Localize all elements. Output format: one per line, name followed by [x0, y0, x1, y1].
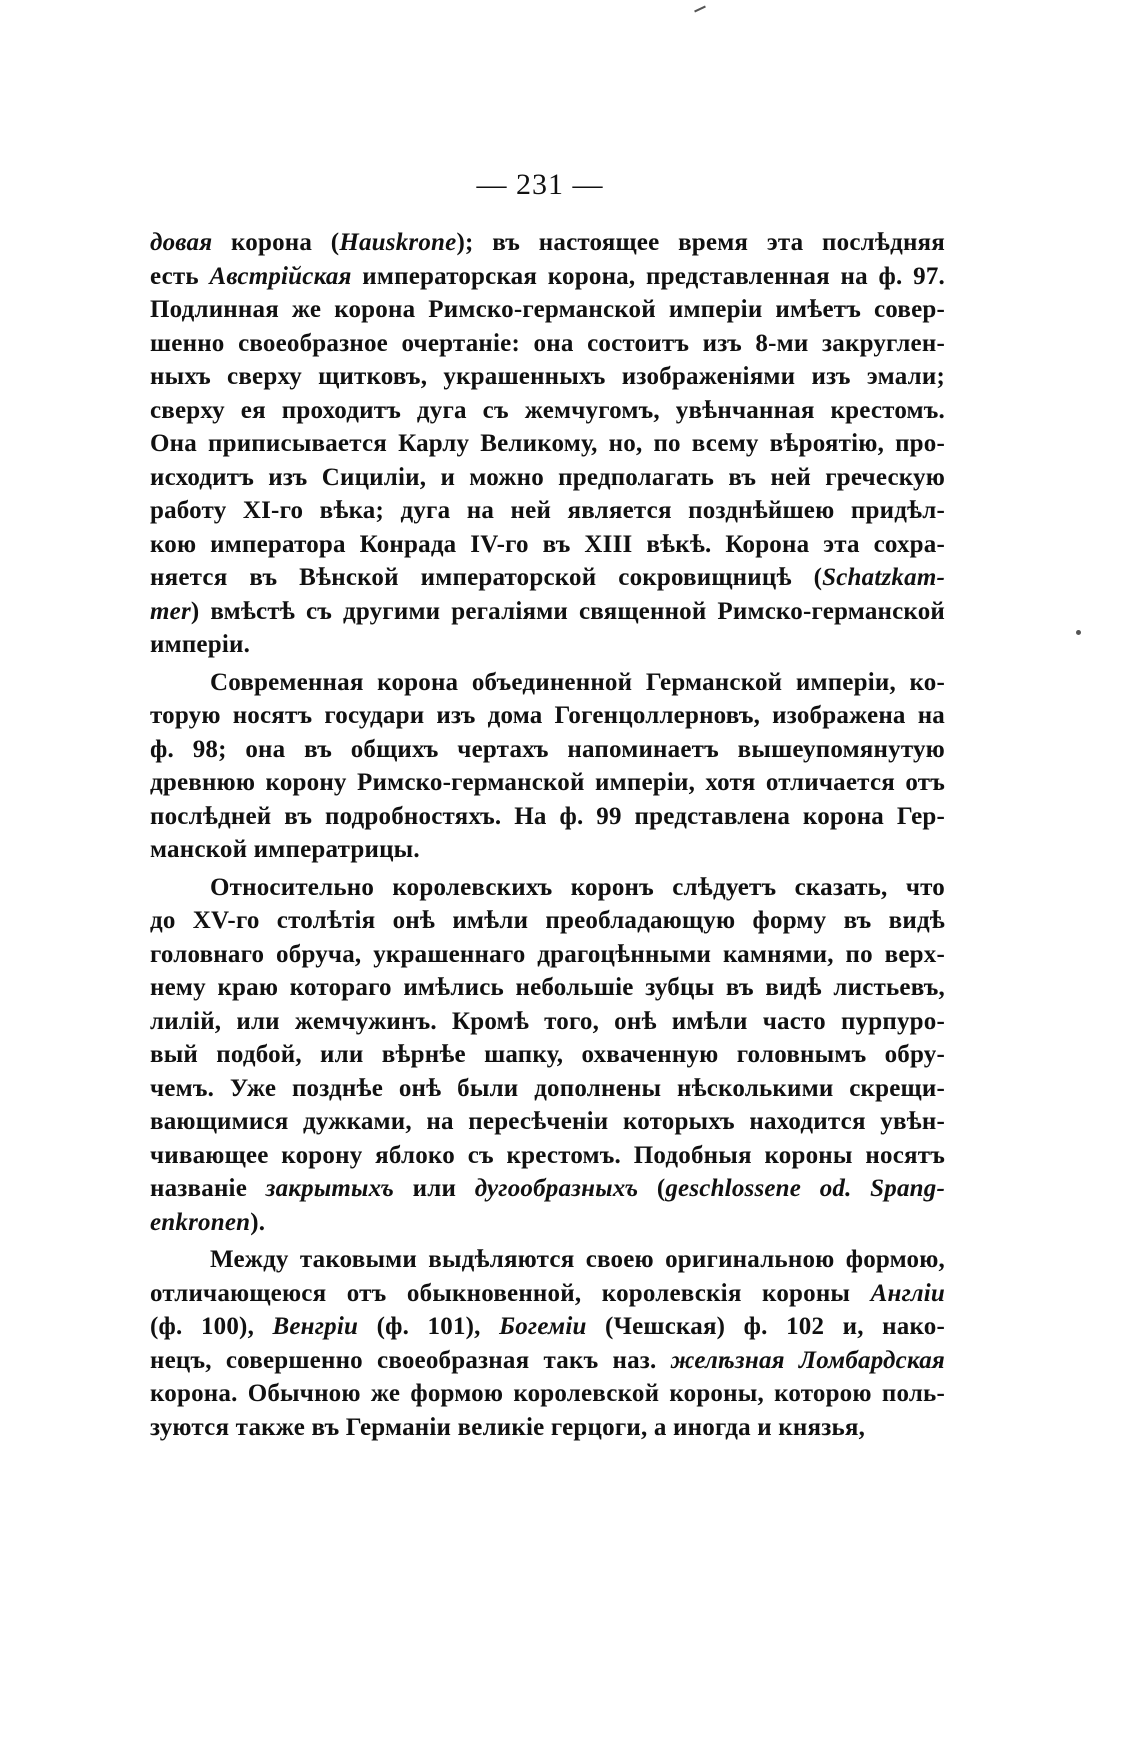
text-run: торую носятъ государи изъ дома Гогенцоллерновъ, изображена на	[150, 702, 945, 729]
text-run: названіе	[150, 1175, 266, 1202]
text-line	[150, 1277, 945, 1311]
italic-term: Hauskrone	[339, 229, 457, 256]
page-number: — 231 —	[476, 168, 604, 201]
text-run: няется въ Вѣнской императорской сокровищницѣ (	[150, 564, 823, 591]
text-run: корона (	[212, 229, 340, 256]
text-line	[150, 226, 945, 260]
text-run: манской императрицы.	[150, 836, 420, 863]
text-run: до XV-го столѣтія онѣ имѣли преобладающую форму въ видѣ	[150, 907, 945, 934]
text-line	[150, 1243, 945, 1277]
paragraph	[150, 226, 945, 662]
italic-term: довая	[150, 229, 213, 256]
italic-term: Англіи	[870, 1279, 945, 1307]
italic-term: Австрійская	[209, 262, 352, 290]
text-line	[150, 666, 945, 700]
italic-term: geschlossene od. Spang-	[665, 1175, 945, 1202]
text-line	[150, 427, 945, 461]
text-run: Между таковыми выдѣляются своею оригинальною формою,	[210, 1246, 945, 1273]
text-line	[150, 938, 945, 972]
italic-term: Schatzkam-	[822, 564, 945, 591]
text-run: имперіи.	[150, 631, 251, 658]
text-line	[150, 833, 945, 867]
italic-term: закрытыхъ	[265, 1175, 395, 1202]
text-line	[150, 871, 945, 905]
text-line	[150, 733, 945, 767]
paragraph	[150, 871, 945, 1240]
text-line	[150, 1139, 945, 1173]
text-line	[150, 360, 945, 394]
italic-term: enkronen	[150, 1208, 251, 1236]
text-run: чивающее корону яблоко съ крестомъ. Подобныя короны носятъ	[150, 1141, 945, 1169]
text-line	[150, 595, 945, 629]
text-line	[150, 904, 945, 938]
text-run: Подлинная же корона Римско-германской имперіи имѣетъ совер-	[150, 296, 945, 323]
text-run: ); въ настоящее время эта послѣдняя	[456, 229, 945, 256]
text-line	[150, 528, 945, 562]
text-line	[150, 1344, 945, 1378]
text-line	[150, 1072, 945, 1106]
italic-term: Венгріи	[272, 1313, 359, 1340]
text-line	[150, 494, 945, 528]
paragraph	[150, 666, 945, 867]
text-line	[150, 1206, 945, 1240]
text-run: Современная корона объединенной Германской имперіи, ко-	[210, 668, 945, 696]
text-run: работу XI-го вѣка; дуга на ней является позднѣйшею придѣл-	[150, 497, 945, 524]
text-run: исходитъ изъ Сициліи, и можно предполагать въ ней греческую	[150, 463, 945, 491]
paragraph	[150, 1243, 945, 1444]
text-run: Она приписывается Карлу Великому, но, по всему вѣроятію, про-	[150, 430, 945, 457]
scan-dot	[1076, 630, 1081, 635]
text-run: вающимися дужками, на пересѣченіи которыхъ находится увѣн-	[150, 1108, 945, 1135]
text-line	[150, 628, 945, 662]
italic-term: mer	[150, 597, 191, 625]
text-line	[150, 1411, 945, 1445]
text-run: сверху ея проходитъ дуга съ жемчугомъ, увѣнчанная крестомъ.	[150, 396, 945, 424]
text-line	[150, 394, 945, 428]
text-line	[150, 766, 945, 800]
body-text	[150, 226, 945, 1444]
text-run: корона. Обычною же формою королевской короны, которою поль-	[150, 1380, 945, 1407]
text-run: Относительно королевскихъ коронъ слѣдуетъ сказать, что	[210, 873, 945, 901]
text-run: ).	[250, 1208, 266, 1236]
text-line	[150, 1377, 945, 1411]
text-run: (ф. 100),	[150, 1313, 273, 1340]
text-line	[150, 293, 945, 327]
text-line	[150, 1038, 945, 1072]
text-run: древнюю корону Римско-германской имперіи, хотя отличается отъ	[150, 769, 945, 796]
text-line	[150, 1005, 945, 1039]
text-run: ныхъ сверху щитковъ, украшенныхъ изображеніями изъ эмали;	[150, 363, 945, 390]
text-run: отличающеюся отъ обыкновенной, королевскія короны	[150, 1279, 871, 1307]
text-run: лилій, или жемчужинъ. Кромѣ того, онѣ имѣли часто пурпуро-	[150, 1007, 945, 1035]
italic-term: Богеміи	[499, 1313, 587, 1340]
text-run: головнаго обруча, украшеннаго драгоцѣнными камнями, по верх-	[150, 940, 945, 968]
text-line	[150, 699, 945, 733]
text-line	[150, 971, 945, 1005]
text-line	[150, 461, 945, 495]
text-run: послѣдней въ подробностяхъ. На ф. 99 представлена корона Гер-	[150, 802, 945, 830]
text-line	[150, 260, 945, 294]
text-run: (ф. 101),	[358, 1313, 500, 1340]
text-run: ) вмѣстѣ съ другими регаліями священной Римско-германской	[190, 597, 945, 625]
text-run: зуются также въ Германіи великіе герцоги, а иногда и князья,	[150, 1413, 866, 1441]
text-run: ф. 98; она въ общихъ чертахъ напоминаетъ вышеупомянутую	[150, 735, 945, 763]
text-run: (Чешская) ф. 102 и, нако-	[586, 1313, 945, 1340]
text-line	[150, 800, 945, 834]
italic-term: дугообразныхъ	[474, 1175, 639, 1202]
text-line	[150, 327, 945, 361]
text-run: нецъ, совершенно своеобразная такъ наз.	[150, 1346, 671, 1374]
text-run: или	[394, 1175, 475, 1202]
text-line	[150, 561, 945, 595]
text-run: вый подбой, или вѣрнѣе шапку, охваченную головнымъ обру-	[150, 1041, 945, 1068]
italic-term: желѣзная Ломбардская	[670, 1346, 945, 1374]
text-line	[150, 1172, 945, 1206]
text-run: чемъ. Уже позднѣе онѣ были дополнены нѣсколькими скрещи-	[150, 1074, 945, 1102]
text-run: императорская корона, представленная на ф. 97.	[351, 262, 945, 290]
text-run: есть	[150, 262, 210, 290]
text-line	[150, 1310, 945, 1344]
text-line	[150, 1105, 945, 1139]
text-run: шенно своеобразное очертаніе: она состоитъ изъ 8-ми закруглен-	[150, 329, 945, 357]
text-run: кою императора Конрада IV-го въ XIII вѣкѣ. Корона эта сохра-	[150, 530, 945, 558]
scan-mark	[694, 6, 706, 13]
text-run: нему краю котораго имѣлись небольшіе зубцы въ видѣ листьевъ,	[150, 974, 945, 1001]
text-run: (	[638, 1175, 666, 1202]
